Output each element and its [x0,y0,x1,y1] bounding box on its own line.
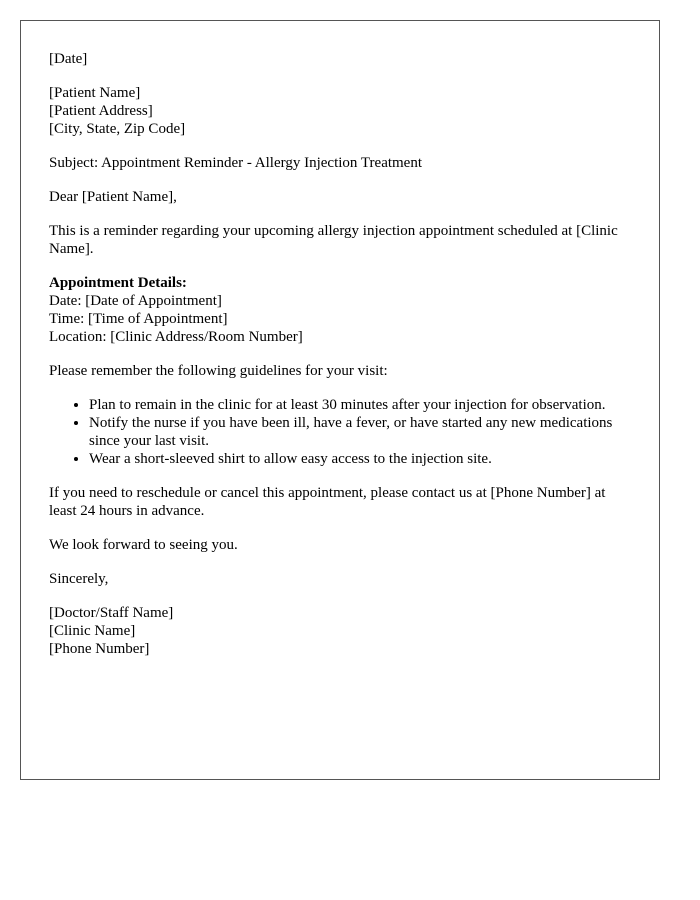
signature-name: [Doctor/Staff Name] [49,605,174,621]
letter-salutation: Dear [Patient Name], [49,189,177,205]
recipient-block [49,84,631,138]
letter-page [20,20,660,780]
guidelines-intro: Please remember the following guidelines for your visit: [49,363,388,379]
appointment-details [49,274,631,346]
recipient-address: [Patient Address] [49,103,153,119]
letter-date: [Date] [49,51,88,67]
letter-subject: Subject: Appointment Reminder - Allergy Injection Treatment [49,155,423,171]
appointment-date: Date: [Date of Appointment] [49,293,222,309]
appointment-location: Location: [Clinic Address/Room Number] [49,329,303,345]
recipient-name: [Patient Name] [49,85,141,101]
reschedule-notice: If you need to reschedule or cancel this appointment, please contact us at [Phone Number] at least 24 hours in advance. [49,485,606,519]
list-item: • Notify the nurse if you have been ill, have a fever, or have started any new medications since your last visit. [89,414,631,450]
signature-phone: [Phone Number] [49,641,150,657]
signature-clinic: [Clinic Name] [49,623,136,639]
closing-remark: We look forward to seeing you. [49,537,238,553]
appointment-details-heading: Appointment Details: [49,275,187,291]
guidelines-list [49,396,631,468]
appointment-time: Time: [Time of Appointment] [49,311,228,327]
list-item: • Plan to remain in the clinic for at least 30 minutes after your injection for observation. [89,396,631,414]
list-item: • Wear a short-sleeved shirt to allow easy access to the injection site. [89,450,631,468]
letter-signoff: Sincerely, [49,571,109,587]
signature-block [49,604,631,658]
recipient-city-state-zip: [City, State, Zip Code] [49,121,186,137]
letter-intro: This is a reminder regarding your upcoming allergy injection appointment scheduled at [Clinic Name]. [49,223,618,257]
